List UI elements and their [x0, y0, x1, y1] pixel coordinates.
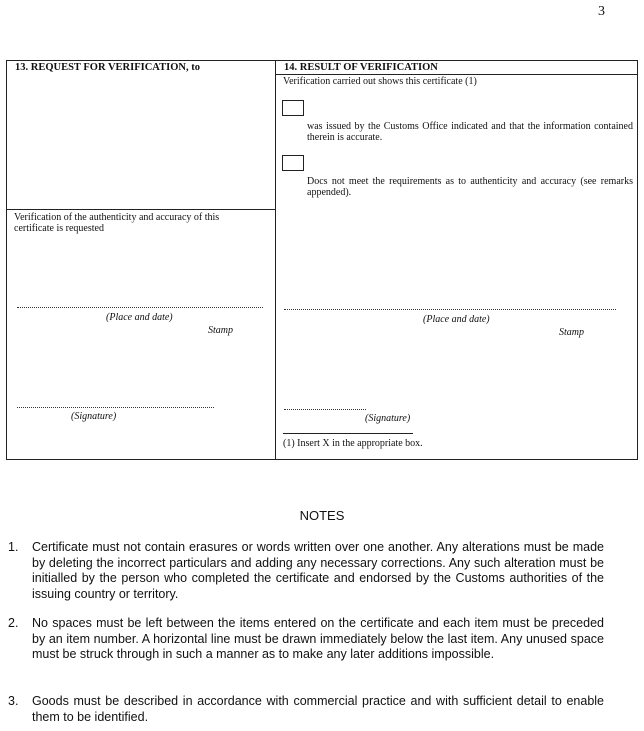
note-number: 1.: [8, 540, 19, 554]
box14-footnote: (1) Insert X in the appropriate box.: [283, 438, 423, 449]
column-divider: [275, 61, 276, 459]
box13-signature-label: (Signature): [71, 411, 117, 422]
footnote-rule: [283, 433, 413, 434]
box14-title-divider: [275, 74, 637, 75]
box13-verification-text: Verification of the authenticity and accuracy of this certificate is requested: [14, 212, 220, 234]
checkbox-not-meet-requirements[interactable]: [282, 155, 304, 171]
box14-place-date-line: [284, 309, 616, 310]
option-not-meet-requirements-text: Docs not meet the requirements as to authenticity and accuracy (see remarks appended).: [307, 176, 633, 198]
box13-signature-line: [17, 407, 214, 408]
note-text: Certificate must not contain erasures or words written over one another. Any alterations must be made by deleting the incorrect particulars and adding any necessary corrections. Any such alteration must be initialled by the person who completed the certificate and endorsed by the Customs authorities of the issuing country or territory.: [32, 540, 604, 601]
note-number: 2.: [8, 616, 19, 630]
box13-divider: [7, 209, 275, 210]
box14-stamp-label: Stamp: [559, 327, 584, 338]
box13-stamp-label: Stamp: [208, 325, 233, 336]
page-number: 3: [598, 4, 605, 19]
box13-place-date-line: [17, 307, 263, 308]
box14-title: 14. RESULT OF VERIFICATION: [284, 62, 438, 73]
verification-form: [6, 60, 638, 460]
box14-signature-label: (Signature): [365, 413, 411, 424]
box13-title: 13. REQUEST FOR VERIFICATION, to: [15, 62, 200, 73]
note-text: Goods must be described in accordance with commercial practice and with sufficient detail to enable them to be identified.: [32, 694, 604, 724]
option-issued-accurate-text: was issued by the Customs Office indicated and that the information contained therein is accurate.: [307, 121, 633, 143]
note-text: No spaces must be left between the items entered on the certificate and each item must be preceded by an item number. A horizontal line must be drawn immediately below the last item. Any unused space must be struck through in such a manner as to make any later additions impossible.: [32, 616, 604, 661]
box14-signature-line: [284, 409, 366, 410]
box14-place-date-label: (Place and date): [423, 314, 490, 325]
box14-intro: Verification carried out shows this certificate (1): [283, 76, 477, 87]
box13-place-date-label: (Place and date): [106, 312, 173, 323]
note-number: 3.: [8, 694, 19, 708]
notes-title: NOTES: [299, 508, 345, 523]
checkbox-issued-accurate[interactable]: [282, 100, 304, 116]
